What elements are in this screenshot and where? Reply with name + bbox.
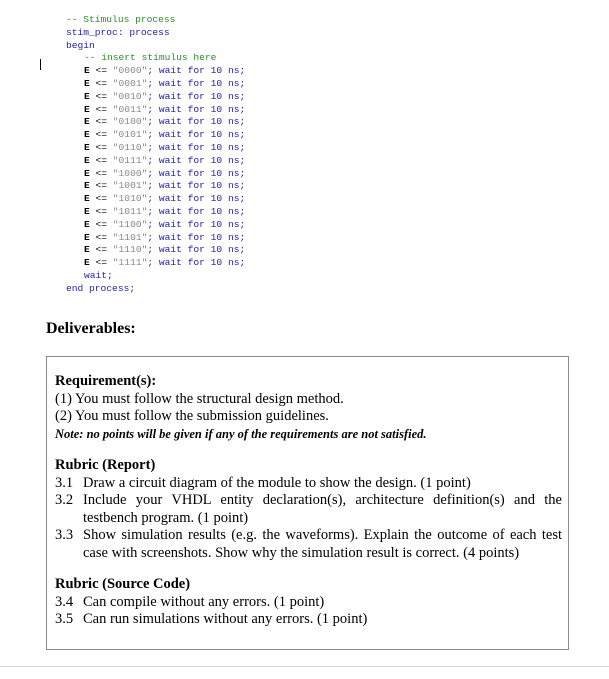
code-assignment-line — [66, 232, 245, 245]
rubric-item-number: 3.4 — [55, 593, 74, 610]
string-literal: "1001" — [112, 180, 148, 192]
rubric-item-text: Can run simulations without any errors. (1 point) — [83, 611, 368, 627]
signal-name: E — [84, 205, 90, 217]
wait-clause: ; wait for 10 ns; — [147, 103, 246, 115]
wait-clause: ; wait for 10 ns; — [147, 231, 246, 243]
signal-name: E — [84, 231, 90, 243]
assign-operator: <= — [89, 231, 113, 243]
assign-operator: <= — [89, 103, 113, 115]
code-assignment-line — [66, 129, 245, 142]
wait-clause: ; wait for 10 ns; — [147, 65, 246, 77]
signal-name: E — [84, 77, 90, 89]
rubric-item-text: Include your VHDL entity declaration(s), architecture definition(s) and the testbench program. (1 point) — [83, 492, 562, 526]
signal-name: E — [84, 167, 90, 179]
wait-clause: ; wait for 10 ns; — [147, 180, 246, 192]
string-literal: "0100" — [112, 116, 148, 128]
rubric-item-number: 3.5 — [55, 611, 74, 627]
rubric-item-text: Show simulation results (e.g. the waveforms). Explain the outcome of each test case with screenshots. Show why the simulation result is correct. (4 points) — [83, 527, 562, 561]
signal-name: E — [84, 180, 90, 192]
code-end-process: end process; — [66, 282, 136, 294]
code-assignment-line — [66, 91, 245, 104]
rubric-item-text: Draw a circuit diagram of the module to show the design. (1 point) — [83, 474, 471, 491]
code-assignment-line — [66, 65, 245, 78]
code-wait: wait; — [84, 269, 113, 281]
rubric-item-number: 3.2 — [55, 492, 74, 508]
string-literal: "0001" — [112, 77, 148, 89]
signal-name: E — [84, 65, 90, 77]
requirement-item: (1) You must follow the structural design method. — [55, 390, 344, 407]
rubric-item-number: 3.1 — [55, 474, 74, 491]
assign-operator: <= — [89, 244, 113, 256]
string-literal: "0111" — [112, 154, 148, 166]
signal-name: E — [84, 116, 90, 128]
requirement-item: (2) You must follow the submission guidelines. — [55, 408, 329, 424]
string-literal: "0101" — [112, 129, 148, 141]
code-assignment-line — [66, 168, 245, 181]
code-begin: begin — [66, 39, 95, 51]
assign-operator: <= — [89, 257, 113, 269]
code-assignments — [66, 65, 245, 270]
signal-name: E — [84, 218, 90, 230]
assign-operator: <= — [89, 65, 113, 77]
signal-name: E — [84, 103, 90, 115]
wait-clause: ; wait for 10 ns; — [147, 257, 246, 269]
code-process-decl — [66, 27, 245, 40]
assign-operator: <= — [89, 205, 113, 217]
assign-operator: <= — [89, 154, 113, 166]
string-literal: "1101" — [112, 231, 148, 243]
code-assignment-line — [66, 244, 245, 257]
signal-name: E — [84, 193, 90, 205]
assign-operator: <= — [89, 218, 113, 230]
rubric-item-number: 3.3 — [55, 527, 74, 543]
code-assignment-line — [66, 78, 245, 91]
wait-clause: ; wait for 10 ns; — [147, 116, 246, 128]
requirements-box — [46, 356, 569, 650]
rubric-item — [55, 594, 568, 612]
rubric-report-title: Rubric (Report) — [55, 457, 156, 473]
assign-operator: <= — [89, 77, 113, 89]
wait-clause: ; wait for 10 ns; — [147, 244, 246, 256]
code-assignment-line — [66, 193, 245, 206]
code-assignment-line — [66, 142, 245, 155]
wait-clause: ; wait for 10 ns; — [147, 90, 246, 102]
code-assignment-line — [66, 257, 245, 270]
assign-operator: <= — [89, 180, 113, 192]
signal-name: E — [84, 129, 90, 141]
assign-operator: <= — [89, 129, 113, 141]
string-literal: "0010" — [112, 90, 148, 102]
code-assignment-line — [66, 155, 245, 168]
deliverables-heading: Deliverables: — [46, 320, 136, 337]
code-assignment-line — [66, 116, 245, 129]
signal-name: E — [84, 141, 90, 153]
requirements-title: Requirement(s): — [55, 373, 157, 389]
wait-clause: ; wait for 10 ns; — [147, 205, 246, 217]
wait-clause: ; wait for 10 ns; — [147, 154, 246, 166]
string-literal: "0110" — [112, 141, 148, 153]
rubric-item-text: Can compile without any errors. (1 point) — [83, 593, 325, 610]
assign-operator: <= — [89, 141, 113, 153]
wait-clause: ; wait for 10 ns; — [147, 218, 246, 230]
string-literal: "0011" — [112, 103, 148, 115]
code-assignment-line — [66, 180, 245, 193]
code-comment: -- Stimulus process — [66, 14, 176, 25]
rubric-item — [55, 475, 568, 493]
signal-name: E — [84, 244, 90, 256]
rubric-item — [55, 527, 568, 562]
string-literal: "1100" — [112, 218, 148, 230]
string-literal: "0000" — [112, 65, 148, 77]
string-literal: "1011" — [112, 205, 148, 217]
signal-name: E — [84, 90, 90, 102]
string-literal: "1010" — [112, 193, 148, 205]
rubric-item — [55, 611, 568, 629]
code-assignment-line — [66, 206, 245, 219]
signal-name: E — [84, 257, 90, 269]
vhdl-code-block — [66, 14, 245, 296]
wait-clause: ; wait for 10 ns; — [147, 193, 246, 205]
wait-clause: ; wait for 10 ns; — [147, 129, 246, 141]
assign-operator: <= — [89, 193, 113, 205]
assign-operator: <= — [89, 167, 113, 179]
code-assignment-line — [66, 219, 245, 232]
signal-name: E — [84, 154, 90, 166]
assign-operator: <= — [89, 90, 113, 102]
string-literal: "1110" — [112, 244, 148, 256]
requirements-note: Note: no points will be given if any of the requirements are not satisfied. — [55, 426, 427, 441]
rubric-item — [55, 492, 568, 527]
rubric-source-title: Rubric (Source Code) — [55, 576, 191, 592]
code-assignment-line — [66, 104, 245, 117]
string-literal: "1000" — [112, 167, 148, 179]
string-literal: "1111" — [112, 257, 148, 269]
wait-clause: ; wait for 10 ns; — [147, 167, 246, 179]
page-bottom-divider — [0, 666, 609, 667]
wait-clause: ; wait for 10 ns; — [147, 141, 246, 153]
wait-clause: ; wait for 10 ns; — [147, 77, 246, 89]
text-cursor — [40, 59, 41, 70]
code-insert-comment: -- insert stimulus here — [84, 52, 217, 64]
process-label: stim_proc: — [66, 26, 130, 38]
process-keyword: process — [129, 26, 170, 38]
assign-operator: <= — [89, 116, 113, 128]
